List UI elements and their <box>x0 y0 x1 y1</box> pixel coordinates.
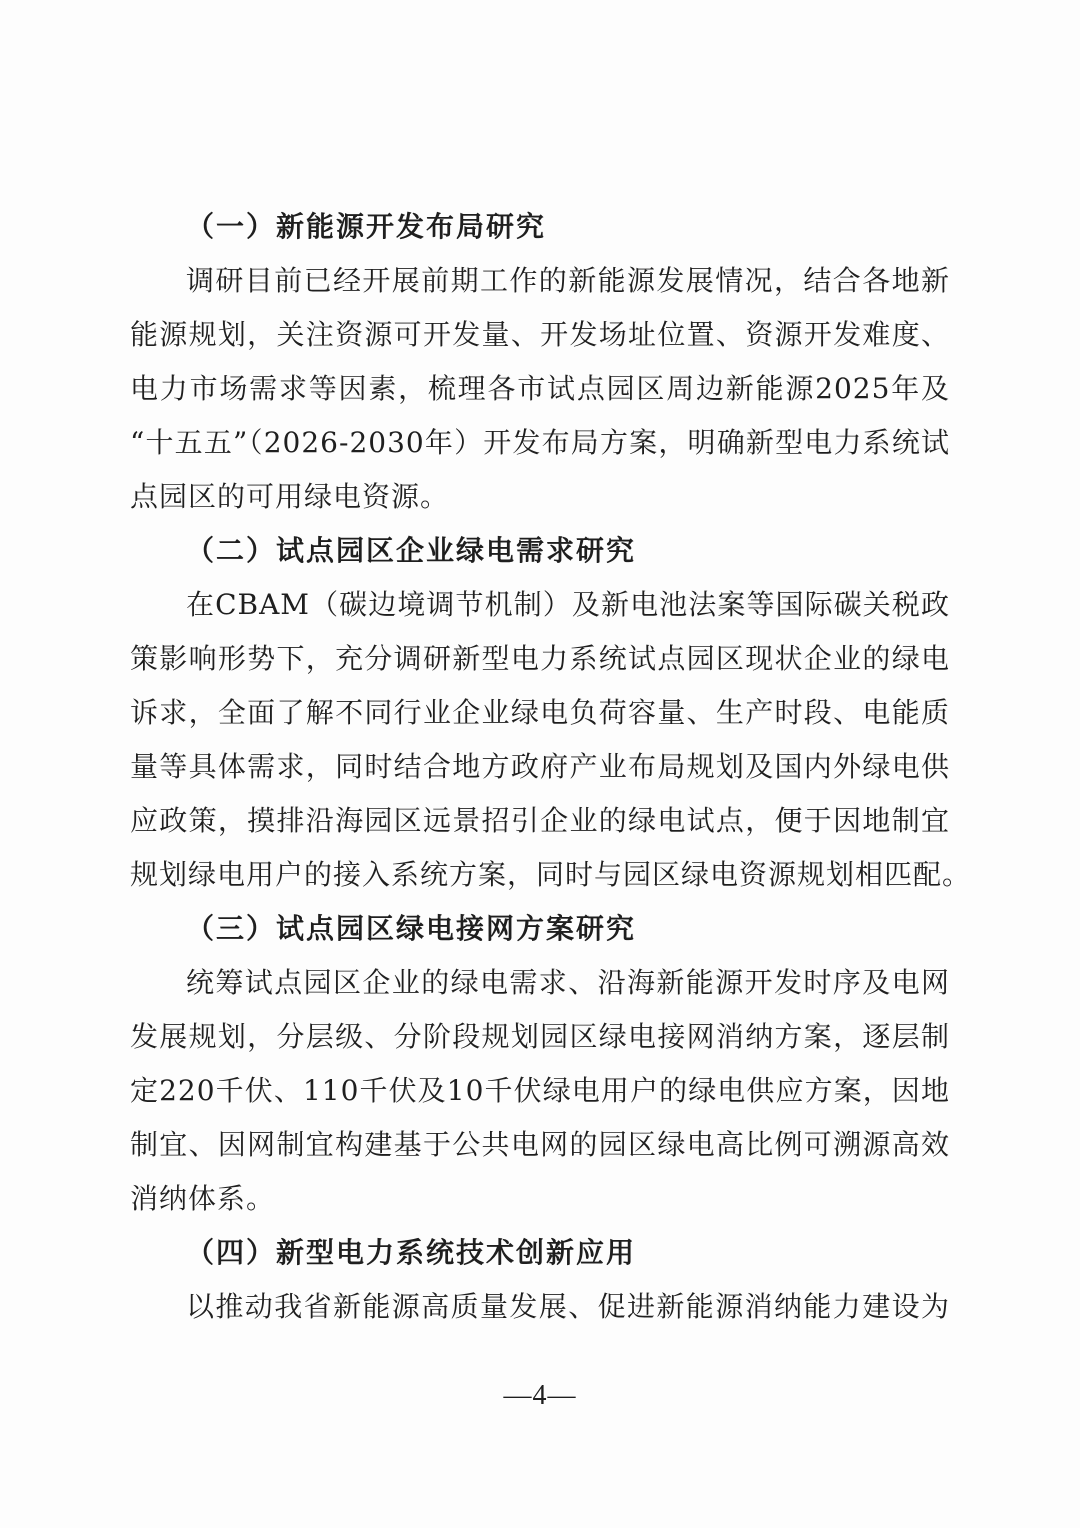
section-paragraph-2 <box>130 578 972 902</box>
paragraph-line: 能源规划，关注资源可开发量、开发场址位置、资源开发难度、 <box>130 318 950 351</box>
section-heading-1: （一）新能源开发布局研究 <box>186 210 547 243</box>
paragraph-line: 规划绿电用户的接入系统方案，同时与园区绿电资源规划相匹配。 <box>130 858 972 891</box>
paragraph-line: 应政策，摸排沿海园区远景招引企业的绿电试点，便于因地制宜 <box>130 804 950 837</box>
section-heading-3: （三）试点园区绿电接网方案研究 <box>186 912 637 945</box>
paragraph-line: 在CBAM（碳边境调节机制）及新电池法案等国际碳关税政 <box>186 588 950 621</box>
paragraph-line: “十五五”（2026-2030年）开发布局方案，明确新型电力系统试 <box>130 426 950 459</box>
section-paragraph-3 <box>130 956 950 1226</box>
section-paragraph-1 <box>130 254 950 524</box>
paragraph-line: 点园区的可用绿电资源。 <box>130 480 450 513</box>
paragraph-line: 消纳体系。 <box>130 1182 276 1215</box>
paragraph-line: 制宜、因网制宜构建基于公共电网的园区绿电高比例可溯源高效 <box>130 1128 950 1161</box>
paragraph-line: 电力市场需求等因素，梳理各市试点园区周边新能源2025年及 <box>130 372 950 405</box>
paragraph-line: 发展规划，分层级、分阶段规划园区绿电接网消纳方案，逐层制 <box>130 1020 950 1053</box>
paragraph-line: 策影响形势下，充分调研新型电力系统试点园区现状企业的绿电 <box>130 642 950 675</box>
section-paragraph-4 <box>130 1280 950 1334</box>
document-body <box>130 200 972 1334</box>
section-heading-2: （二）试点园区企业绿电需求研究 <box>186 534 637 567</box>
section-heading-4: （四）新型电力系统技术创新应用 <box>186 1236 637 1269</box>
paragraph-line: 调研目前已经开展前期工作的新能源发展情况，结合各地新 <box>186 264 950 297</box>
paragraph-line: 量等具体需求，同时结合地方政府产业布局规划及国内外绿电供 <box>130 750 950 783</box>
paragraph-line: 诉求，全面了解不同行业企业绿电负荷容量、生产时段、电能质 <box>130 696 950 729</box>
paragraph-line: 统筹试点园区企业的绿电需求、沿海新能源开发时序及电网 <box>186 966 950 999</box>
paragraph-line: 定220千伏、110千伏及10千伏绿电用户的绿电供应方案，因地 <box>130 1074 950 1107</box>
paragraph-line: 以推动我省新能源高质量发展、促进新能源消纳能力建设为 <box>186 1290 950 1323</box>
page-number: —4— <box>503 1380 577 1411</box>
